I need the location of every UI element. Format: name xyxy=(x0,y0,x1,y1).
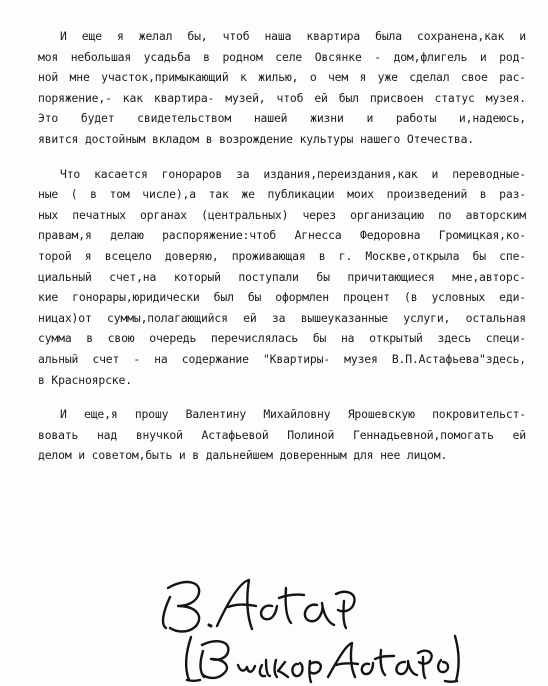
text-line: альный счет - на содержание "Квартиры- музея В.П.Астафьева"здесь, xyxy=(38,351,526,366)
text-line: правам,я делаю распоряжение:чтоб Агнесса Федоровна Громицкая,ко- xyxy=(38,228,526,243)
text-line: ной мне участок,примыкающий к жилью, о чем я уже сделал свое рас- xyxy=(38,70,526,85)
text-line: ные ( в том числе),а так же публикации моих произведений в раз- xyxy=(38,187,526,202)
text-line: торой я всецело доверяю, проживающая в г. Москве,открыла бы спе- xyxy=(38,248,526,263)
text-line: в Красноярске. xyxy=(38,372,132,387)
text-line: циальный счет,на который поступали бы причитающиеся мне,авторс- xyxy=(38,269,526,284)
text-line: явится достойным вкладом в возрождение культуры нашего Отечества. xyxy=(38,131,475,146)
text-line: сумма в свою очередь перечислялась бы на открытый здесь специ- xyxy=(38,331,526,346)
text-line: поряжение,- как квартира- музей, чтоб ей был присвоен статус музея. xyxy=(38,90,526,105)
text-line: моя небольшая усадьба в родном селе Овсянке - дом,флигель и род- xyxy=(38,49,526,64)
text-line: И еще я желал бы, чтоб наша квартира была сохранена,как и xyxy=(60,29,526,43)
text-line: Это будет свидетельством нашей жизни и работы и,надеюсь, xyxy=(38,111,526,126)
text-line: Что касается гонораров за издания,переиздания,как и переводные- xyxy=(60,166,526,181)
text-line: делом и советом,быть и в дальнейшем доверенным для нее лицом. xyxy=(38,448,448,463)
text-line: кие гонорары,юридически был бы оформлен процент (в условных еди- xyxy=(38,290,526,305)
text-line: И еще,я прошу Валентину Михайловну Ярошевскую покровительст- xyxy=(60,407,526,422)
text-line: вовать над внучкой Астафьевой Полиной Геннадьевной,помогать ей xyxy=(38,427,526,442)
text-line: ных печатных органах (центральных) через организацию по авторским xyxy=(38,207,526,222)
text-line: ницах)от суммы,полагающийся ей за вышеуказанные услуги, остальная xyxy=(38,310,526,325)
